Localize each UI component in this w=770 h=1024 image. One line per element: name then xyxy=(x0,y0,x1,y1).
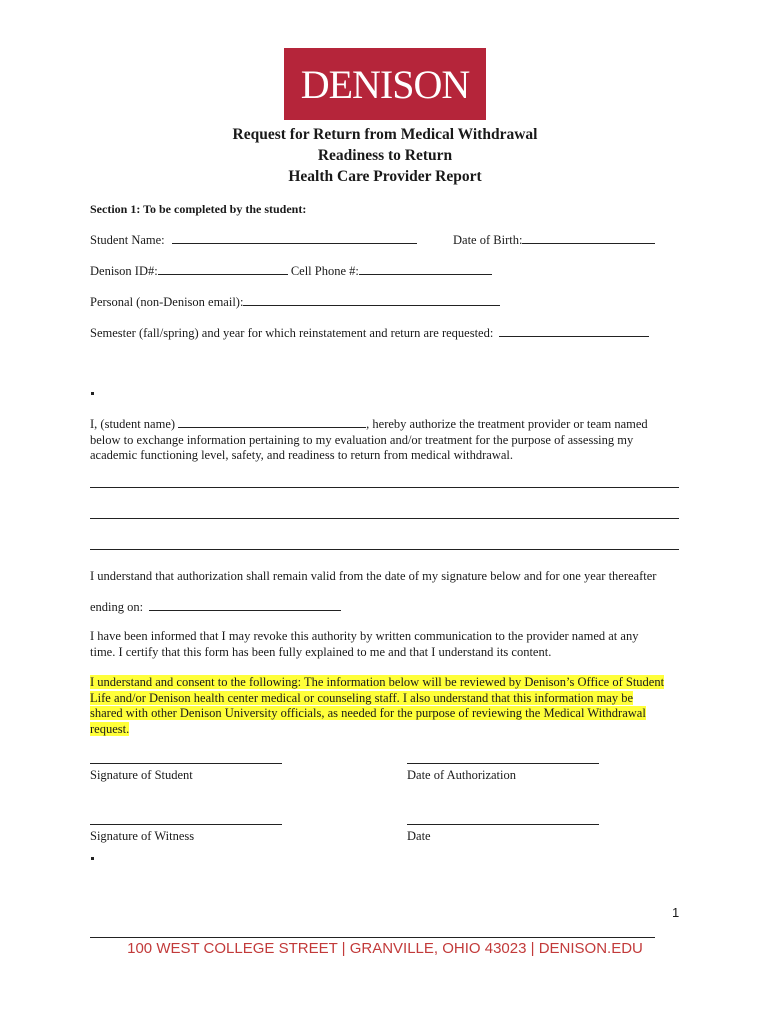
date-of-authorization-label: Date of Authorization xyxy=(407,768,516,782)
revoke-paragraph xyxy=(90,629,638,660)
title-line-1: Request for Return from Medical Withdrawal xyxy=(232,126,538,143)
signature-of-student-label: Signature of Student xyxy=(90,768,193,782)
bullet-marker-2 xyxy=(91,857,94,860)
student-signature-line[interactable] xyxy=(90,763,282,764)
denison-id-line[interactable] xyxy=(158,262,288,275)
student-name-line[interactable] xyxy=(172,231,417,244)
provider-line-3[interactable] xyxy=(90,549,679,550)
personal-email-label: Personal (non-Denison email): xyxy=(90,295,244,309)
dob-label: Date of Birth: xyxy=(453,233,523,247)
auth-line3: academic functioning level, safety, and readiness to return from medical withdrawal. xyxy=(90,448,513,462)
signature-of-witness-label: Signature of Witness xyxy=(90,829,195,843)
page-number: 1 xyxy=(672,905,680,920)
date-label: Date xyxy=(407,829,431,843)
dob-row xyxy=(453,231,655,248)
witness-date-line[interactable] xyxy=(407,824,599,825)
ending-on-line[interactable] xyxy=(149,598,341,611)
footer-address: 100 WEST COLLEGE STREET | GRANVILLE, OHIO 43023 | DENISON.EDU xyxy=(127,940,643,957)
authorization-paragraph xyxy=(90,415,690,464)
semester-label: Semester (fall/spring) and year for which reinstatement and return are requested: xyxy=(90,326,494,340)
revoke-line2: time. I certify that this form has been fully explained to me and that I understand its content. xyxy=(90,644,552,659)
title-line-2: Readiness to Return xyxy=(317,147,453,164)
validity-text: I understand that authorization shall remain valid from the date of my signature below and for one year thereafter xyxy=(90,569,657,583)
cell-phone-label: Cell Phone #: xyxy=(290,264,359,278)
logo-text: DENISON xyxy=(300,61,470,107)
ending-on-label: ending on: xyxy=(90,600,144,614)
footer-divider xyxy=(90,937,655,938)
provider-line-1[interactable] xyxy=(90,487,679,488)
auth-line1-rest: , hereby authorize the treatment provider or team named xyxy=(366,417,648,431)
id-phone-row xyxy=(90,262,492,279)
denison-logo xyxy=(284,48,486,120)
witness-signature-line[interactable] xyxy=(90,824,282,825)
consent-line4: request. xyxy=(90,721,130,736)
student-name-label: Student Name: xyxy=(90,233,165,247)
auth-line2: below to exchange information pertaining to my evaluation and/or treatment for the purpose of assessing my xyxy=(90,432,634,447)
section1-heading: Section 1: To be completed by the student: xyxy=(90,202,307,216)
dob-line[interactable] xyxy=(522,231,655,244)
authorization-date-line[interactable] xyxy=(407,763,599,764)
title-line-3: Health Care Provider Report xyxy=(288,168,482,185)
auth-prefix: I, (student name) xyxy=(90,417,176,431)
consent-paragraph xyxy=(90,675,664,737)
consent-line2: Life and/or Denison health center medical or counseling staff. I also understand that this information may be xyxy=(90,690,634,705)
email-row xyxy=(90,293,500,310)
semester-line[interactable] xyxy=(499,324,649,337)
personal-email-line[interactable] xyxy=(243,293,500,306)
student-name-row xyxy=(90,231,417,248)
bullet-marker xyxy=(91,392,94,395)
revoke-line1: I have been informed that I may revoke this authority by written communication to the provider named at any xyxy=(90,629,639,643)
cell-phone-line[interactable] xyxy=(359,262,492,275)
auth-student-name-line[interactable] xyxy=(178,415,366,428)
semester-row xyxy=(90,324,649,341)
consent-line1: I understand and consent to the following: The information below will be reviewed by Denison’s Office of Student xyxy=(90,675,665,689)
consent-line3: shared with other Denison University officials, as needed for the purpose of reviewing the Medical Withdrawal xyxy=(90,706,646,720)
ending-on-row xyxy=(90,598,341,615)
provider-line-2[interactable] xyxy=(90,518,679,519)
denison-id-label: Denison ID#: xyxy=(90,264,158,278)
